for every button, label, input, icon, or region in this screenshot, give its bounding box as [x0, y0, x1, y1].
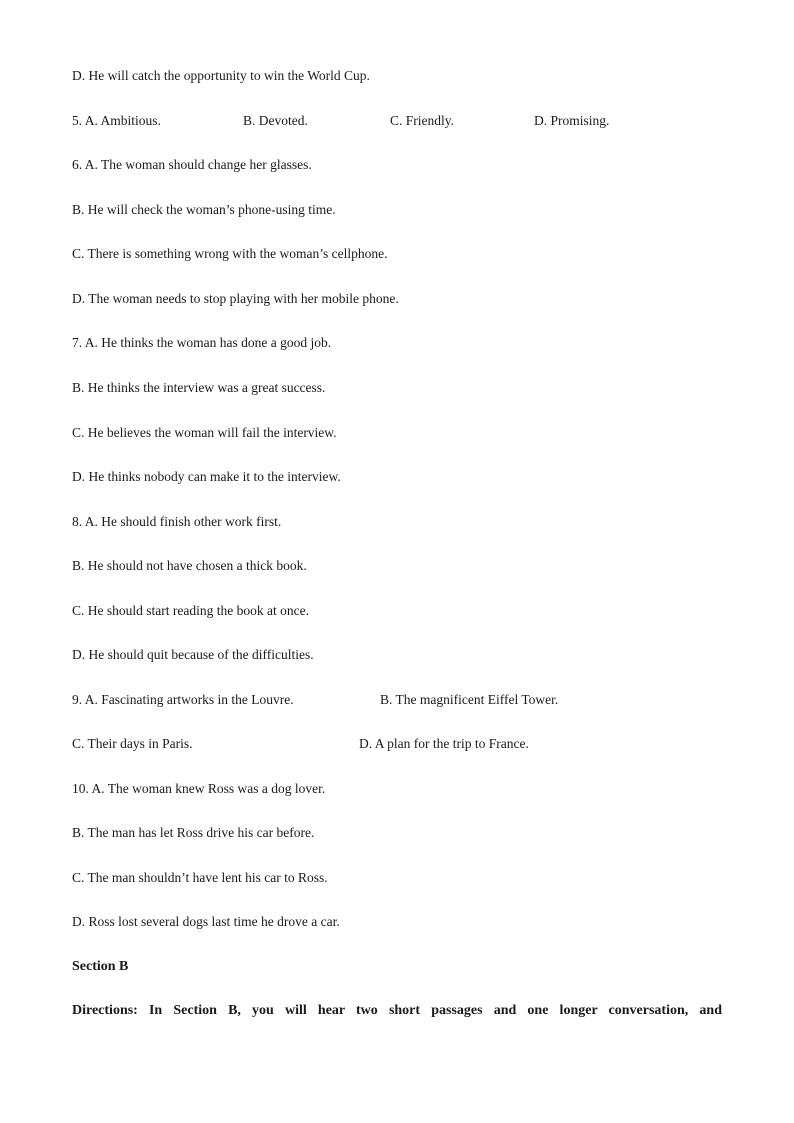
- q6-option-b: B. He will check the woman’s phone-using time.: [72, 202, 336, 217]
- q7-option-b: B. He thinks the interview was a great success.: [72, 380, 326, 395]
- q9-options-row2: [72, 736, 722, 752]
- q6-option-a: 6. A. The woman should change her glasses.: [72, 157, 312, 172]
- q9-options-row1: [72, 692, 722, 708]
- q5-options: [72, 113, 722, 129]
- directions-text: Directions: In Section B, you will hear two short passages and one longer conversation, and: [72, 1003, 722, 1018]
- q7-option-d: D. He thinks nobody can make it to the interview.: [72, 469, 341, 484]
- q6-option-d: D. The woman needs to stop playing with her mobile phone.: [72, 291, 399, 306]
- q9-option-a: 9. A. Fascinating artworks in the Louvre.: [72, 692, 294, 707]
- section-b-heading: Section B: [72, 959, 129, 974]
- q8-option-a: 8. A. He should finish other work first.: [72, 514, 282, 529]
- q10-option-b: B. The man has let Ross drive his car before.: [72, 825, 315, 840]
- q9-option-c: C. Their days in Paris.: [72, 736, 193, 751]
- q9-option-b: B. The magnificent Eiffel Tower.: [380, 692, 559, 707]
- q5-option-d: D. Promising.: [534, 113, 610, 128]
- q8-option-d: D. He should quit because of the difficulties.: [72, 647, 314, 662]
- q4-option-d: D. He will catch the opportunity to win the World Cup.: [72, 68, 370, 83]
- q5-option-b: B. Devoted.: [243, 113, 308, 128]
- q9-option-d: D. A plan for the trip to France.: [359, 736, 529, 751]
- q10-option-d: D. Ross lost several dogs last time he drove a car.: [72, 914, 340, 929]
- q10-option-a: 10. A. The woman knew Ross was a dog lover.: [72, 781, 326, 796]
- q8-option-c: C. He should start reading the book at once.: [72, 603, 309, 618]
- q7-option-a: 7. A. He thinks the woman has done a good job.: [72, 335, 332, 350]
- q8-option-b: B. He should not have chosen a thick book.: [72, 558, 307, 573]
- q6-option-c: C. There is something wrong with the woman’s cellphone.: [72, 246, 388, 261]
- q5-option-a: 5. A. Ambitious.: [72, 113, 161, 128]
- q7-option-c: C. He believes the woman will fail the interview.: [72, 425, 337, 440]
- q10-option-c: C. The man shouldn’t have lent his car to Ross.: [72, 870, 328, 885]
- q5-option-c: C. Friendly.: [390, 113, 454, 128]
